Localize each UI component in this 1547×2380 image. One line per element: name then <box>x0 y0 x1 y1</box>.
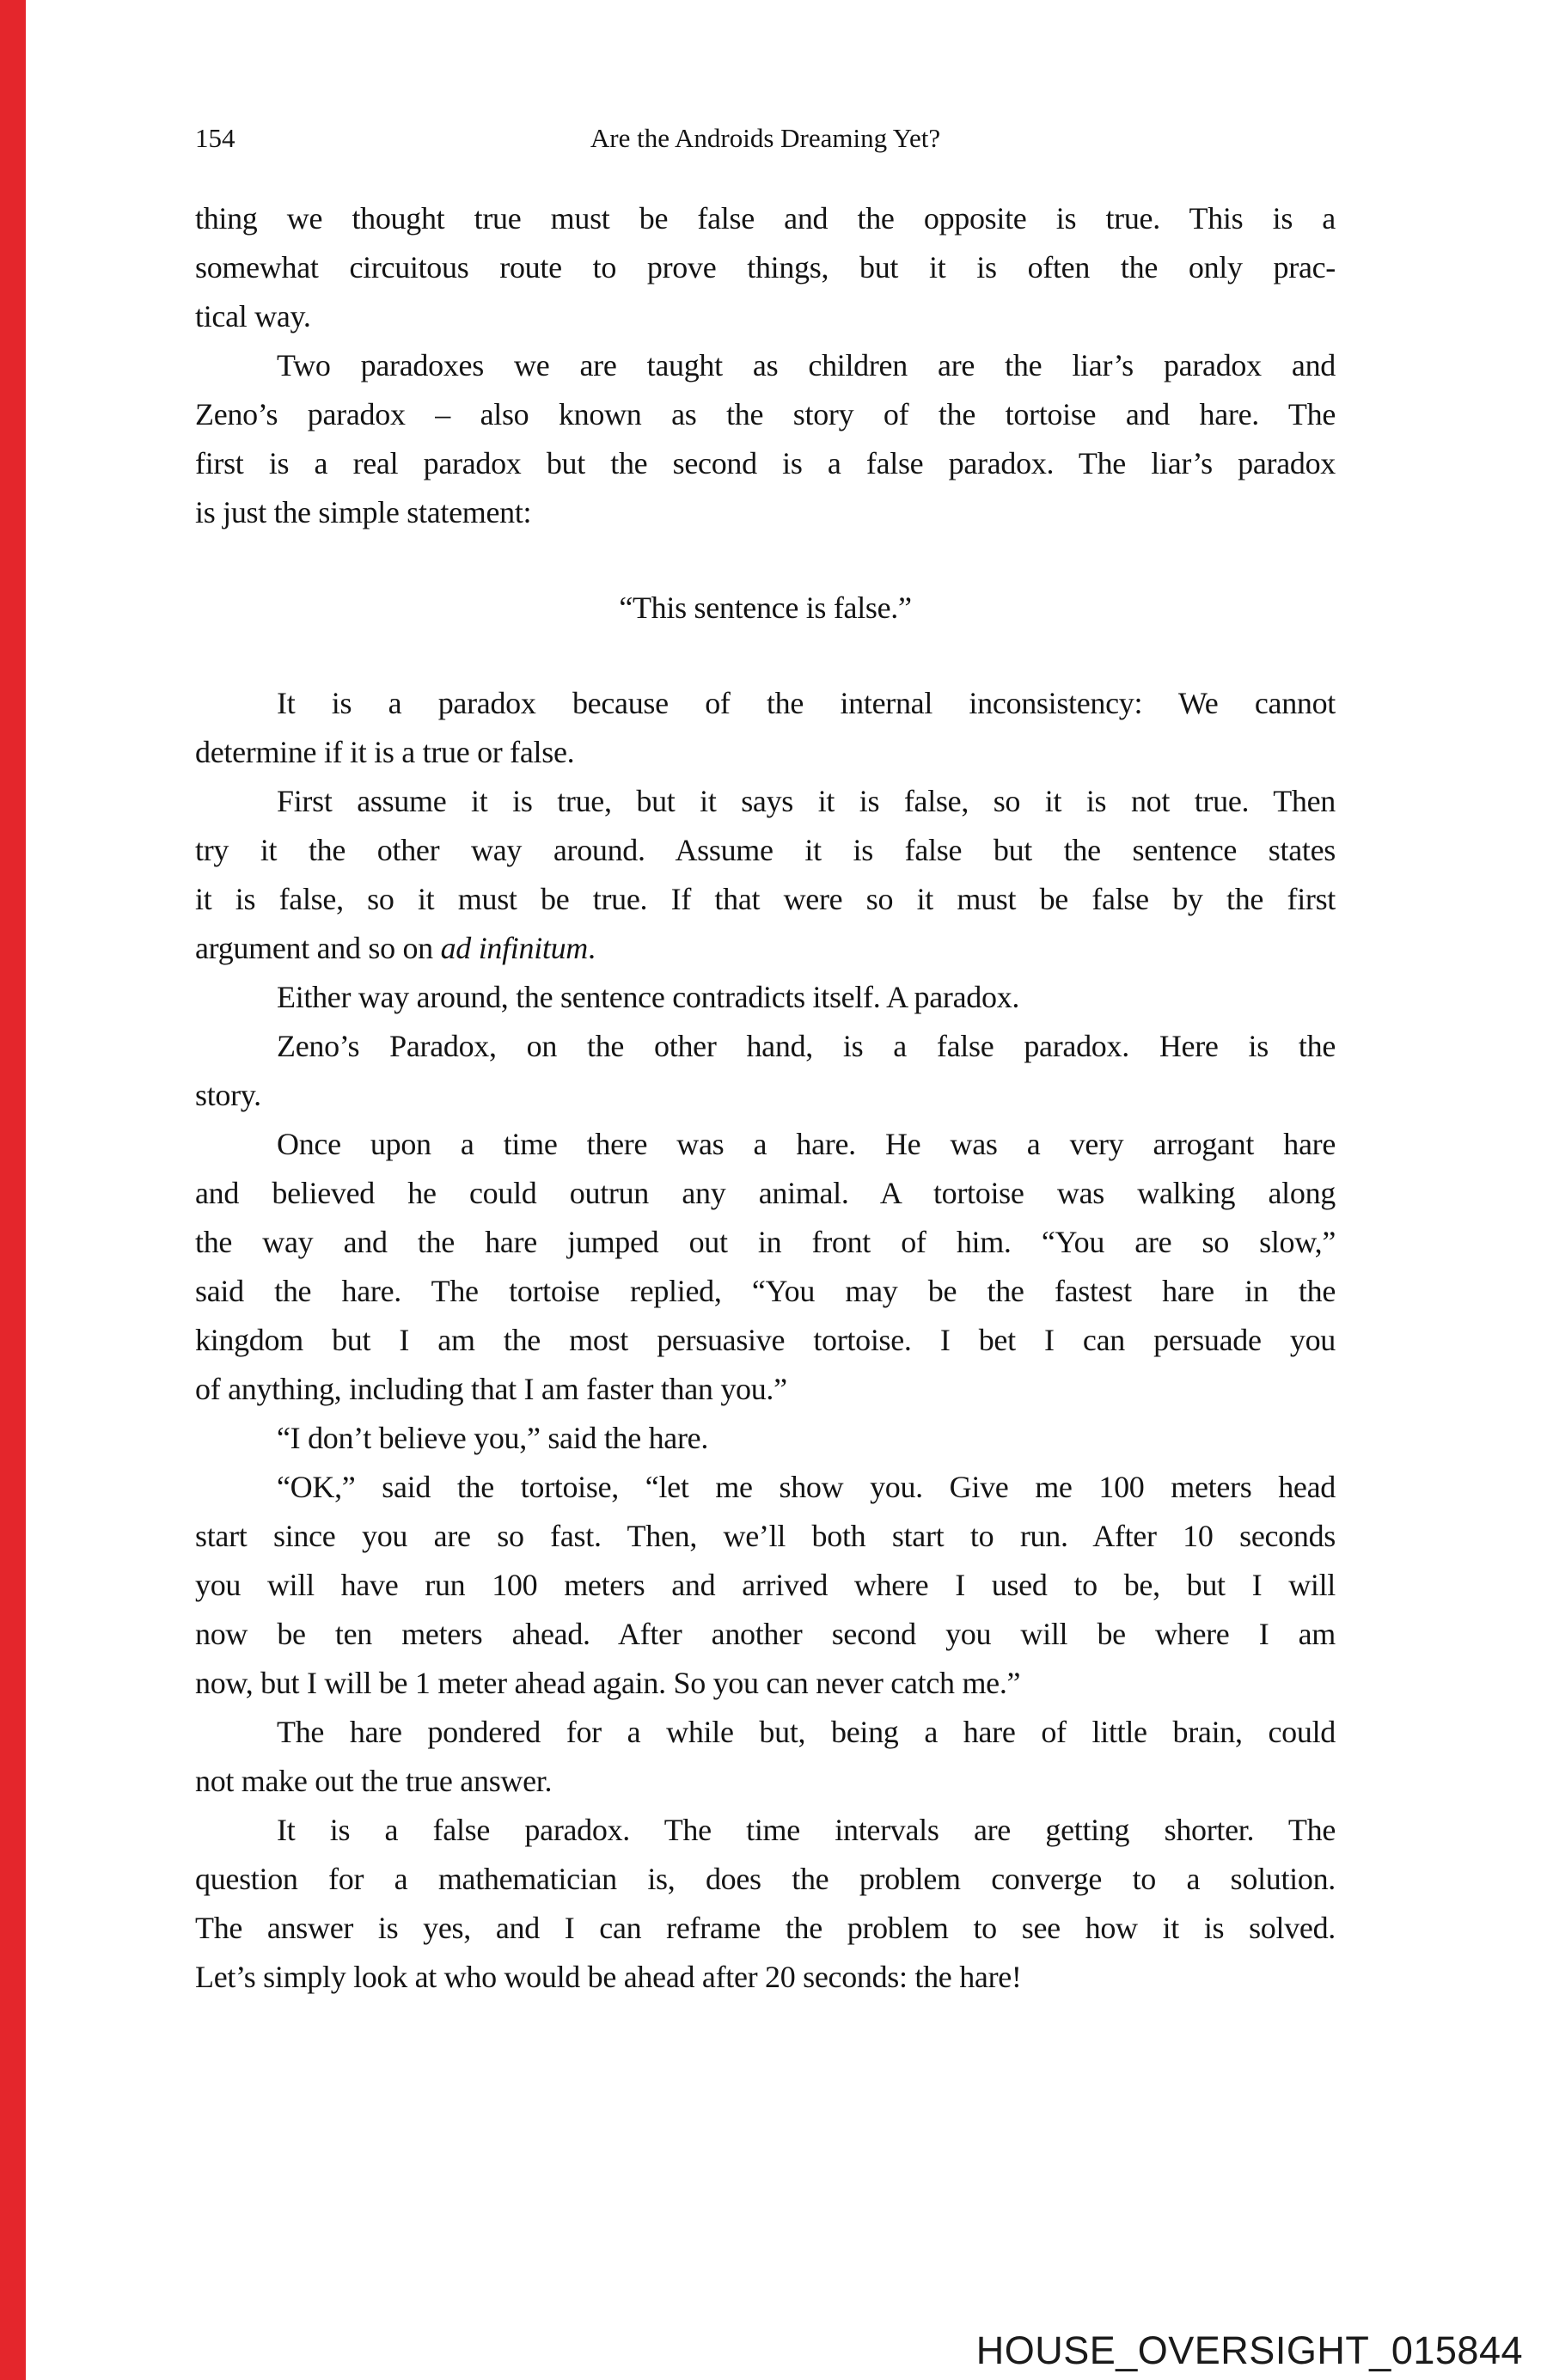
paragraph <box>195 1120 1336 1414</box>
text-line <box>195 924 1336 973</box>
text-line: of anything, including that I am faster than you.” <box>195 1372 787 1406</box>
quote-line: “This sentence is false.” <box>619 590 912 625</box>
text-line: said the hare. The tortoise replied, “You may be the fastest hare in the <box>195 1274 1336 1308</box>
text-line: Two paradoxes we are taught as children are the liar’s paradox and <box>277 348 1336 382</box>
paragraph <box>195 1463 1336 1708</box>
text-line: determine if it is a true or false. <box>195 735 575 769</box>
text-line: first is a real paradox but the second is a false paradox. The liar’s paradox <box>195 446 1336 480</box>
paragraph <box>195 194 1336 341</box>
text-line: the way and the hare jumped out in front of him. “You are so slow,” <box>195 1225 1336 1259</box>
block-quote <box>195 584 1336 633</box>
paragraph <box>195 1708 1336 1806</box>
paragraph <box>195 1806 1336 2002</box>
paragraph <box>195 1414 1336 1463</box>
running-title: Are the Androids Dreaming Yet? <box>590 123 941 153</box>
text-line: First assume it is true, but it says it is false, so it is not true. Then <box>277 784 1336 818</box>
text-line: not make out the true answer. <box>195 1764 553 1798</box>
text-line: now be ten meters ahead. After another second you will be where I am <box>195 1617 1336 1651</box>
text-line: kingdom but I am the most persuasive tortoise. I bet I can persuade you <box>195 1323 1336 1357</box>
text-line: Zeno’s paradox – also known as the story of the tortoise and hare. The <box>195 397 1336 431</box>
text-line: is just the simple statement: <box>195 495 532 529</box>
paragraph <box>195 679 1336 777</box>
text-run: argument and so on <box>195 931 441 965</box>
text-line: start since you are so fast. Then, we’ll both start to run. After 10 seconds <box>195 1519 1336 1553</box>
running-header <box>195 119 1336 158</box>
text-run: . <box>588 931 596 965</box>
text-line: thing we thought true must be false and the opposite is true. This is a <box>195 201 1336 236</box>
text-line: “I don’t believe you,” said the hare. <box>277 1421 709 1455</box>
text-line: “OK,” said the tortoise, “let me show you. Give me 100 meters head <box>277 1470 1336 1504</box>
text-line: tical way. <box>195 299 311 333</box>
paragraph <box>195 341 1336 537</box>
text-line: story. <box>195 1078 261 1112</box>
paragraph <box>195 777 1336 973</box>
text-line: try it the other way around. Assume it is false but the sentence states <box>195 833 1336 867</box>
paragraph <box>195 973 1336 1022</box>
text-line: it is false, so it must be true. If that were so it must be false by the first <box>195 882 1336 916</box>
watermark-stamp: HOUSE_OVERSIGHT_015844 <box>975 2328 1523 2372</box>
text-line: you will have run 100 meters and arrived where I used to be, but I will <box>195 1568 1336 1602</box>
text-line: Once upon a time there was a hare. He was a very arrogant hare <box>277 1127 1336 1161</box>
text-line: somewhat circuitous route to prove things, but it is often the only prac- <box>195 250 1336 284</box>
paragraph <box>195 1022 1336 1120</box>
text-line: It is a false paradox. The time intervals are getting shorter. The <box>277 1813 1336 1847</box>
page-body <box>195 194 1336 2002</box>
page-number: 154 <box>195 123 235 153</box>
text-line: now, but I will be 1 meter ahead again. So you can never catch me.” <box>195 1666 1021 1700</box>
text-line: The answer is yes, and I can reframe the problem to see how it is solved. <box>195 1911 1336 1945</box>
text-line: question for a mathematician is, does the problem converge to a solution. <box>195 1862 1336 1896</box>
quote-spacer <box>195 633 1336 679</box>
quote-spacer <box>195 537 1336 584</box>
text-line: It is a paradox because of the internal inconsistency: We cannot <box>277 686 1336 720</box>
text-line: Either way around, the sentence contradicts itself. A paradox. <box>277 980 1020 1014</box>
red-edge-stripe <box>0 0 26 2380</box>
text-line: Zeno’s Paradox, on the other hand, is a false paradox. Here is the <box>277 1029 1336 1063</box>
text-line: The hare pondered for a while but, being a hare of little brain, could <box>277 1715 1336 1749</box>
text-line: Let’s simply look at who would be ahead after 20 seconds: the hare! <box>195 1960 1022 1994</box>
italic-text-run: ad infinitum <box>440 931 589 965</box>
text-line: and believed he could outrun any animal. A tortoise was walking along <box>195 1176 1336 1210</box>
